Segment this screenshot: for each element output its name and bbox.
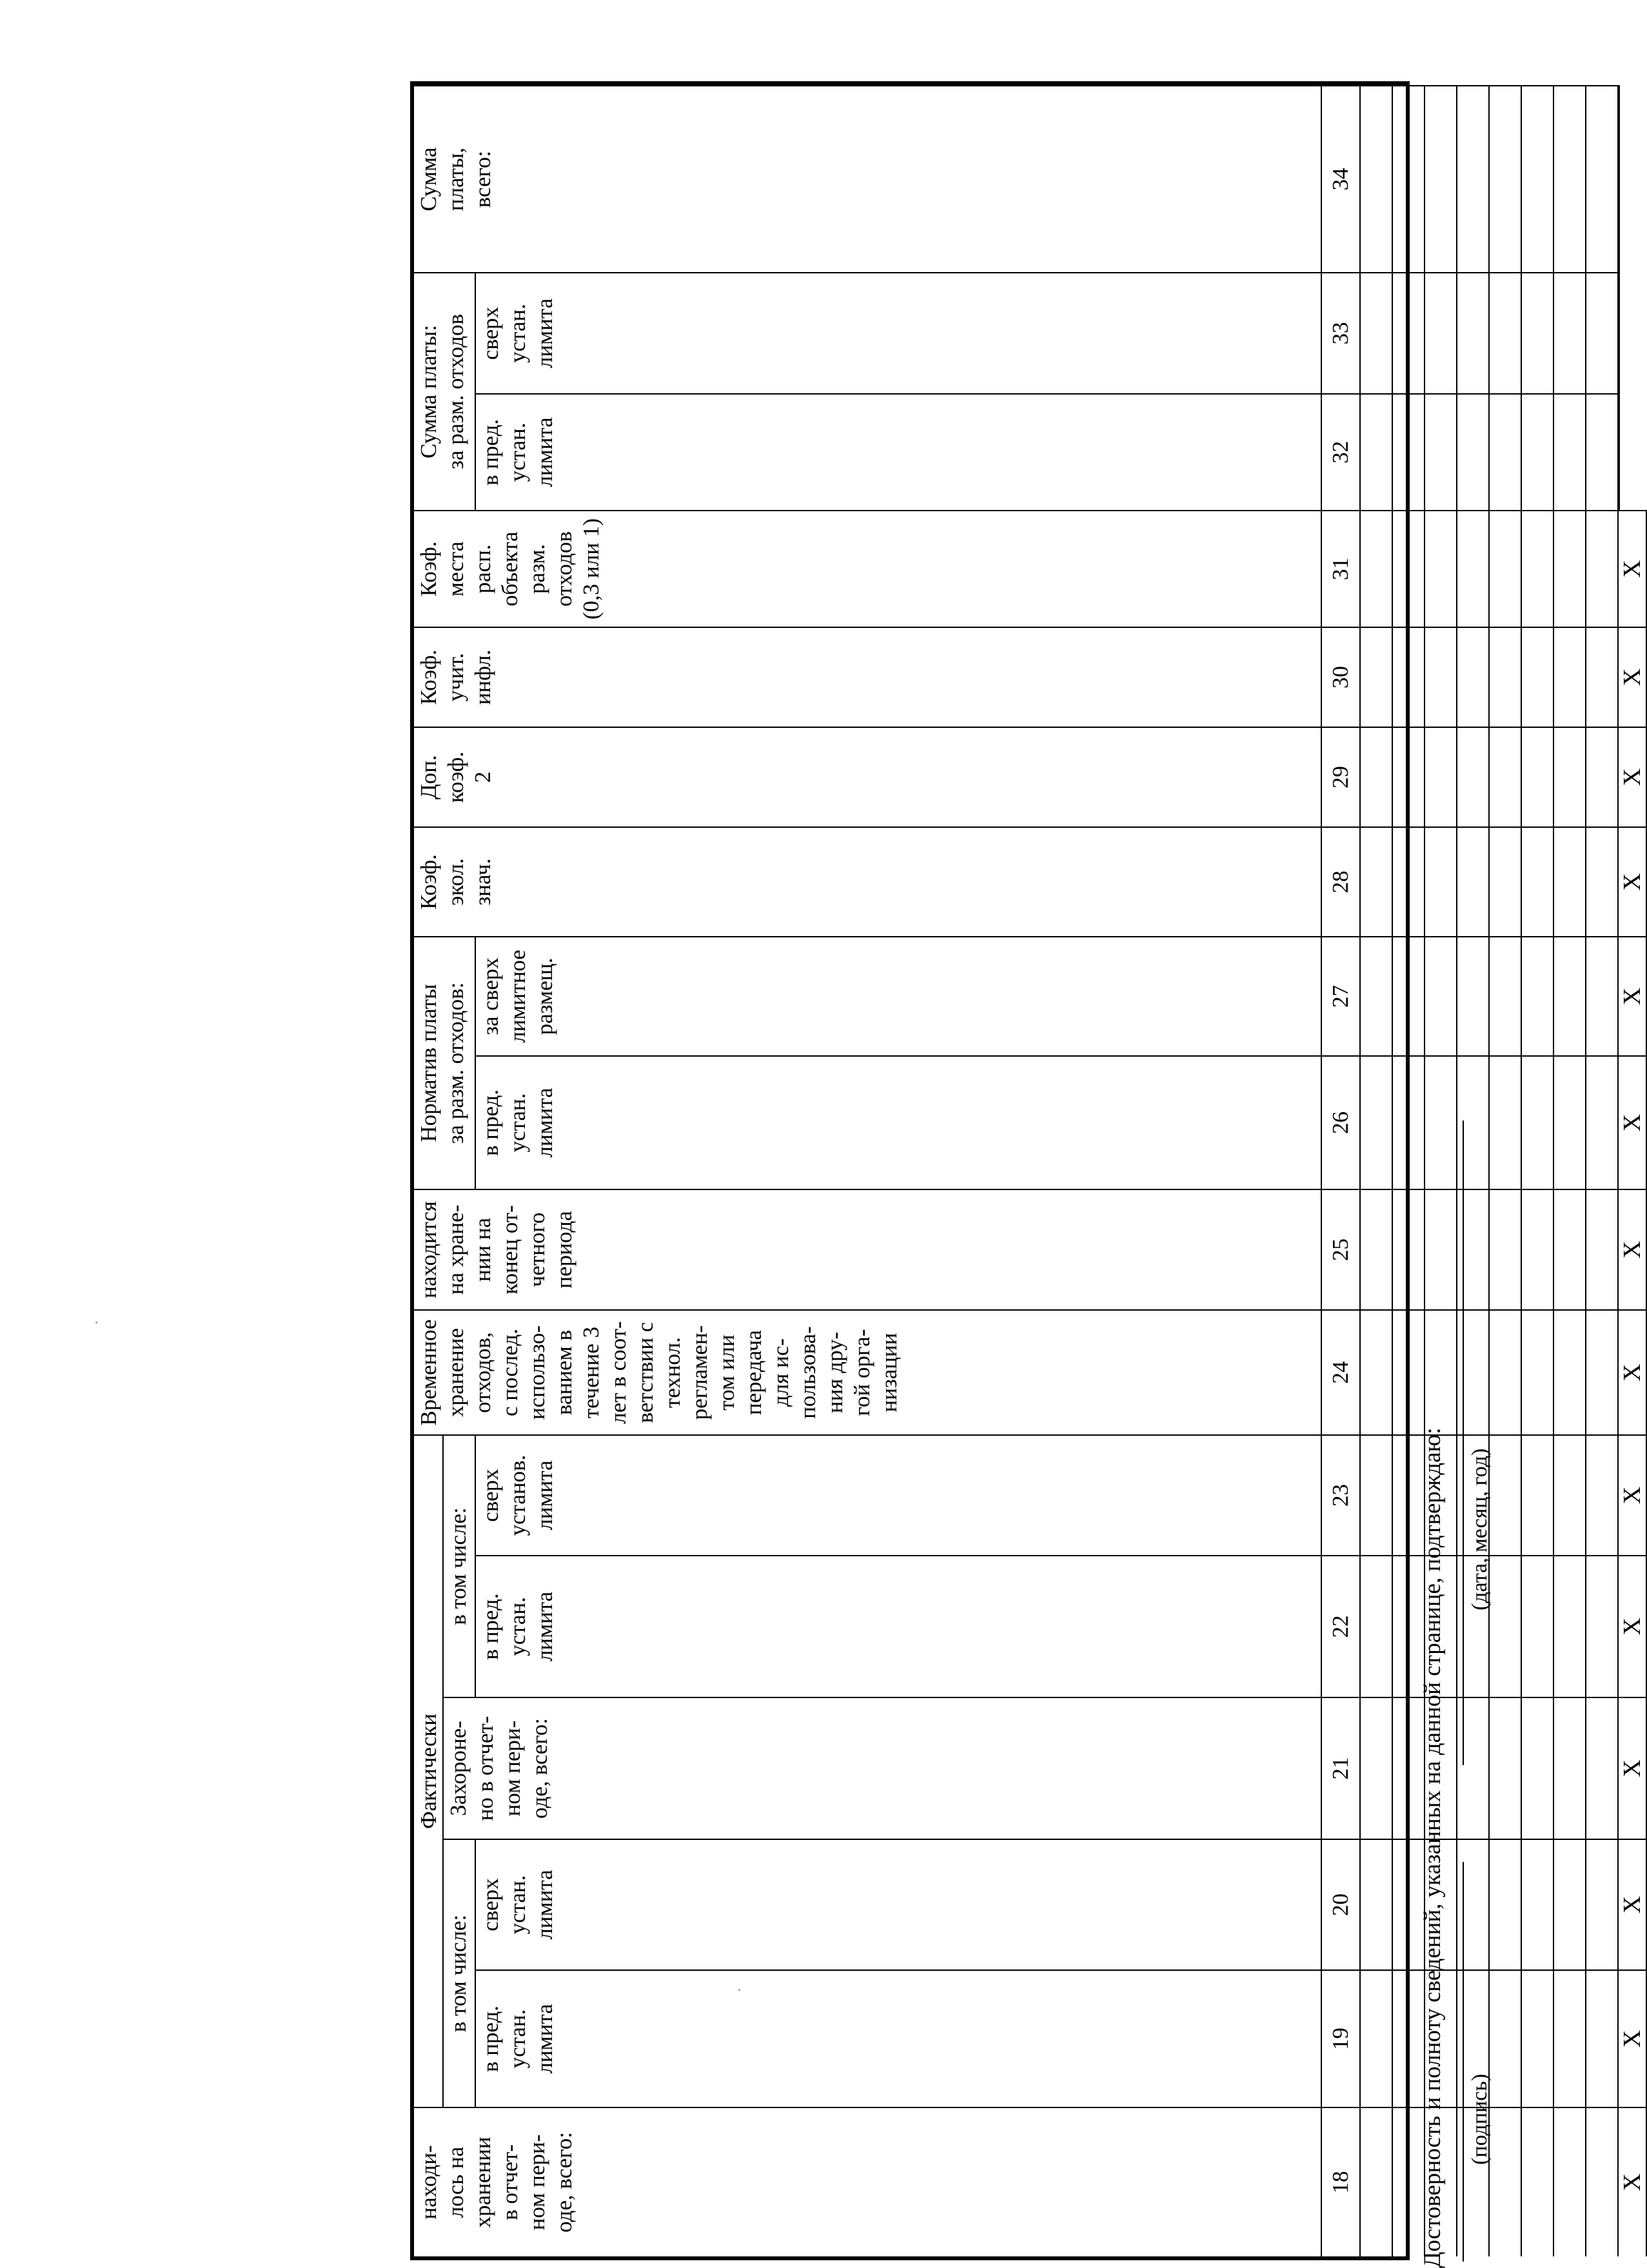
data-cell bbox=[1586, 1555, 1619, 1697]
data-cell bbox=[1586, 2107, 1619, 2256]
header-line: учит. bbox=[443, 652, 468, 702]
data-cell bbox=[1554, 727, 1586, 826]
header-line: размещ. bbox=[532, 957, 557, 1035]
data-cell bbox=[1393, 1055, 1425, 1189]
data-cell bbox=[1490, 1555, 1522, 1697]
header-line: всего: bbox=[470, 150, 495, 208]
x-mark-cell: X bbox=[1619, 1970, 1647, 2107]
header-line: с послед. bbox=[497, 1328, 522, 1417]
x-mark-cell: X bbox=[1619, 510, 1647, 627]
column-number: 24 bbox=[1322, 1309, 1361, 1434]
data-cell bbox=[1522, 1055, 1554, 1189]
column-number: 26 bbox=[1322, 1055, 1361, 1189]
data-cell bbox=[1554, 1189, 1586, 1309]
signature-caption: (подпись) bbox=[1468, 2073, 1492, 2165]
data-cell bbox=[1554, 85, 1586, 272]
data-cell bbox=[1490, 826, 1522, 936]
header-line: в пред. bbox=[478, 1593, 503, 1660]
header-col33 bbox=[476, 272, 1322, 393]
data-cell bbox=[1490, 2107, 1522, 2256]
data-cell bbox=[1457, 826, 1490, 936]
column-number: 31 bbox=[1322, 510, 1361, 627]
data-cell bbox=[1425, 272, 1457, 393]
header-line: лимита bbox=[532, 1591, 557, 1662]
header-line: в пред. bbox=[478, 418, 503, 486]
data-cell bbox=[1425, 85, 1457, 272]
header-line: Коэф. bbox=[416, 649, 441, 705]
data-cell bbox=[1490, 627, 1522, 727]
x-mark-cell: X bbox=[1619, 727, 1647, 826]
header-line: сверх bbox=[478, 1878, 503, 1931]
data-cell bbox=[1522, 1970, 1554, 2107]
header-label: в том числе: bbox=[446, 1507, 471, 1625]
header-line: использо- bbox=[524, 1325, 549, 1420]
data-cell bbox=[1586, 1309, 1619, 1434]
data-cell bbox=[1586, 826, 1619, 936]
header-line: лимита bbox=[532, 298, 557, 369]
data-cell bbox=[1490, 1309, 1522, 1434]
data-cell bbox=[1393, 510, 1425, 627]
header-line: том или bbox=[714, 1334, 739, 1411]
data-cell bbox=[1361, 1555, 1393, 1697]
header-line: Захороне- bbox=[446, 1721, 471, 1816]
data-cell bbox=[1457, 510, 1490, 627]
data-cell bbox=[1425, 826, 1457, 936]
data-cell bbox=[1490, 936, 1522, 1055]
data-cell bbox=[1425, 936, 1457, 1055]
column-number: 21 bbox=[1322, 1697, 1361, 1839]
header-col20 bbox=[476, 1839, 1322, 1970]
header-line: устан. bbox=[505, 1875, 530, 1935]
signature-line bbox=[1463, 1862, 1464, 2262]
header-line: находи- bbox=[416, 2145, 441, 2220]
x-mark-cell: X bbox=[1619, 1055, 1647, 1189]
header-line: разм. bbox=[524, 543, 549, 594]
data-cell bbox=[1393, 936, 1425, 1055]
x-mark-cell bbox=[1619, 393, 1620, 510]
header-line: сверх bbox=[478, 306, 503, 360]
data-cell bbox=[1425, 1055, 1457, 1189]
header-col28 bbox=[414, 826, 1322, 936]
header-line: течение 3 bbox=[578, 1326, 604, 1419]
data-cell bbox=[1490, 1055, 1522, 1189]
header-col25 bbox=[414, 1189, 1322, 1309]
header-line: Сумма платы: bbox=[416, 324, 441, 459]
data-cell bbox=[1554, 1434, 1586, 1555]
data-cell bbox=[1554, 393, 1586, 510]
data-cell bbox=[1522, 727, 1554, 826]
data-cell bbox=[1361, 627, 1393, 727]
data-cell bbox=[1586, 1970, 1619, 2107]
header-label: в том числе: bbox=[446, 1914, 471, 2033]
column-number: 22 bbox=[1322, 1555, 1361, 1697]
data-cell bbox=[1361, 1697, 1393, 1839]
data-cell bbox=[1554, 1970, 1586, 2107]
data-cell bbox=[1393, 727, 1425, 826]
header-line: в пред. bbox=[478, 2005, 503, 2073]
data-cell bbox=[1393, 272, 1425, 393]
data-cell bbox=[1361, 2107, 1393, 2256]
date-line bbox=[1463, 1120, 1464, 1765]
data-cell bbox=[1522, 1434, 1554, 1555]
x-mark-cell: X bbox=[1619, 936, 1647, 1055]
data-cell bbox=[1586, 393, 1619, 510]
header-line: лимита bbox=[532, 2004, 557, 2074]
column-number: 28 bbox=[1322, 826, 1361, 936]
header-line: знач. bbox=[470, 858, 495, 906]
header-col26 bbox=[476, 1055, 1322, 1189]
data-cell bbox=[1586, 272, 1619, 393]
header-line: Норматив платы bbox=[416, 984, 441, 1142]
data-cell bbox=[1457, 936, 1490, 1055]
header-line: лимита bbox=[532, 1460, 557, 1530]
data-cell bbox=[1554, 1839, 1586, 1970]
data-cell bbox=[1586, 1055, 1619, 1189]
header-line: Коэф. bbox=[416, 854, 441, 910]
data-cell bbox=[1361, 85, 1393, 272]
header-label: Фактически bbox=[416, 1713, 441, 1830]
header-line: Доп. bbox=[416, 755, 441, 799]
data-cell bbox=[1586, 1434, 1619, 1555]
header-col24 bbox=[414, 1309, 1322, 1434]
header-line: в отчет- bbox=[497, 2144, 522, 2220]
header-incl-a bbox=[444, 1839, 476, 2107]
data-cell bbox=[1490, 1697, 1522, 1839]
header-norm bbox=[414, 936, 476, 1189]
header-col21 bbox=[444, 1697, 1322, 1839]
header-line: за разм. отходов bbox=[443, 314, 468, 469]
data-cell bbox=[1457, 393, 1490, 510]
data-cell bbox=[1361, 393, 1393, 510]
header-line: в пред. bbox=[478, 1089, 503, 1157]
x-mark-cell: X bbox=[1619, 1309, 1647, 1434]
header-line: платы, bbox=[443, 147, 468, 211]
data-cell bbox=[1457, 627, 1490, 727]
data-cell bbox=[1361, 510, 1393, 627]
date-caption: (дата, месяц, год) bbox=[1468, 1448, 1492, 1610]
header-line: экол. bbox=[443, 858, 468, 906]
data-cell bbox=[1457, 727, 1490, 826]
data-cell bbox=[1554, 826, 1586, 936]
header-line: регламен- bbox=[687, 1325, 712, 1420]
data-cell bbox=[1425, 1309, 1457, 1434]
data-cell bbox=[1490, 393, 1522, 510]
header-line: пользова- bbox=[795, 1326, 820, 1419]
header-line: лось на bbox=[443, 2146, 468, 2218]
column-number: 25 bbox=[1322, 1189, 1361, 1309]
header-line: нии на bbox=[470, 1217, 495, 1282]
x-mark-cell: X bbox=[1619, 2107, 1647, 2256]
header-line: ном пери- bbox=[524, 2134, 549, 2231]
x-mark-cell: X bbox=[1619, 826, 1647, 936]
header-line: расп. bbox=[470, 544, 495, 594]
data-cell bbox=[1425, 1189, 1457, 1309]
header-line: за сверх bbox=[478, 957, 503, 1035]
header-line: периода bbox=[551, 1211, 577, 1289]
x-mark-cell bbox=[1619, 272, 1620, 393]
data-cell bbox=[1522, 1189, 1554, 1309]
header-line: ванием в bbox=[551, 1329, 577, 1416]
x-mark-cell: X bbox=[1619, 1555, 1647, 1697]
column-number: 34 bbox=[1322, 85, 1361, 272]
data-cell bbox=[1554, 2107, 1586, 2256]
data-cell bbox=[1586, 627, 1619, 727]
data-cell bbox=[1490, 727, 1522, 826]
data-cell bbox=[1393, 1309, 1425, 1434]
data-cell bbox=[1490, 1839, 1522, 1970]
x-mark-cell: X bbox=[1619, 1839, 1647, 1970]
x-mark-cell: X bbox=[1619, 627, 1647, 727]
data-cell bbox=[1457, 85, 1490, 272]
scan-speck bbox=[95, 1322, 97, 1324]
scan-speck bbox=[738, 1989, 740, 1991]
header-col23 bbox=[476, 1434, 1322, 1555]
data-cell bbox=[1490, 1189, 1522, 1309]
header-line: устан. bbox=[505, 1597, 530, 1656]
header-line: устан. bbox=[505, 1093, 530, 1153]
data-cell bbox=[1490, 272, 1522, 393]
column-number: 23 bbox=[1322, 1434, 1361, 1555]
header-line: коэф. bbox=[443, 751, 468, 803]
x-mark-cell bbox=[1619, 85, 1620, 272]
data-cell bbox=[1522, 1839, 1554, 1970]
header-line: ния дру- bbox=[822, 1331, 847, 1414]
header-line: за разм. отходов: bbox=[443, 982, 468, 1144]
header-line: для ис- bbox=[768, 1338, 793, 1407]
header-line: лет в соот- bbox=[606, 1321, 631, 1424]
header-line: на хране- bbox=[443, 1204, 468, 1295]
data-cell bbox=[1554, 1697, 1586, 1839]
header-line: передача bbox=[741, 1330, 766, 1415]
data-cell bbox=[1393, 85, 1425, 272]
header-col32 bbox=[476, 393, 1322, 510]
header-line: Коэф. bbox=[416, 541, 441, 597]
header-line: лимита bbox=[532, 1088, 557, 1158]
data-cell bbox=[1522, 393, 1554, 510]
data-cell bbox=[1425, 727, 1457, 826]
data-cell bbox=[1522, 510, 1554, 627]
data-cell bbox=[1554, 510, 1586, 627]
data-cell bbox=[1361, 936, 1393, 1055]
header-col19 bbox=[476, 1970, 1322, 2107]
data-cell bbox=[1522, 826, 1554, 936]
data-cell bbox=[1425, 393, 1457, 510]
header-factically bbox=[414, 1434, 444, 2107]
x-mark-cell: X bbox=[1619, 1189, 1647, 1309]
data-cell bbox=[1361, 272, 1393, 393]
header-line: (0,3 или 1) bbox=[578, 518, 604, 620]
data-cell bbox=[1522, 1309, 1554, 1434]
column-number: 19 bbox=[1322, 1970, 1361, 2107]
data-cell bbox=[1522, 1555, 1554, 1697]
data-cell bbox=[1490, 85, 1522, 272]
data-cell bbox=[1361, 1970, 1393, 2107]
data-cell bbox=[1586, 510, 1619, 627]
header-line: устан. bbox=[505, 304, 530, 363]
data-cell bbox=[1490, 1434, 1522, 1555]
data-cell bbox=[1522, 627, 1554, 727]
header-line: сверх bbox=[478, 1469, 503, 1522]
data-cell bbox=[1361, 1434, 1393, 1555]
data-cell bbox=[1457, 272, 1490, 393]
header-line: Временное bbox=[416, 1319, 441, 1426]
data-cell bbox=[1425, 510, 1457, 627]
data-cell bbox=[1522, 2107, 1554, 2256]
header-line: но в отчет- bbox=[473, 1716, 498, 1821]
column-number: 32 bbox=[1322, 393, 1361, 510]
column-number: 20 bbox=[1322, 1839, 1361, 1970]
header-line: ном пери- bbox=[500, 1720, 525, 1817]
header-line: технол. bbox=[660, 1337, 685, 1408]
header-line: лимита bbox=[532, 417, 557, 487]
header-line: устан. bbox=[505, 422, 530, 482]
data-cell bbox=[1586, 1697, 1619, 1839]
header-line: конец от- bbox=[497, 1205, 522, 1295]
header-line: инфл. bbox=[470, 649, 495, 705]
data-cell bbox=[1586, 1839, 1619, 1970]
header-line: находится bbox=[416, 1201, 441, 1298]
data-cell bbox=[1361, 727, 1393, 826]
data-cell bbox=[1361, 1189, 1393, 1309]
column-number: 29 bbox=[1322, 727, 1361, 826]
header-line: установ. bbox=[505, 1454, 530, 1536]
data-cell bbox=[1554, 1055, 1586, 1189]
data-cell bbox=[1554, 272, 1586, 393]
data-cell bbox=[1393, 627, 1425, 727]
x-mark-cell: X bbox=[1619, 1434, 1647, 1555]
header-line: ветствии с bbox=[633, 1322, 658, 1423]
data-cell bbox=[1554, 1309, 1586, 1434]
header-line: лимитное bbox=[505, 950, 530, 1043]
data-cell bbox=[1361, 1309, 1393, 1434]
header-line: четного bbox=[524, 1212, 549, 1287]
header-line: хранение bbox=[443, 1328, 468, 1417]
data-cell bbox=[1586, 936, 1619, 1055]
header-line: низации bbox=[876, 1333, 902, 1413]
data-cell bbox=[1522, 272, 1554, 393]
header-sum bbox=[414, 272, 476, 510]
data-cell bbox=[1554, 627, 1586, 727]
column-number: 18 bbox=[1322, 2107, 1361, 2256]
data-cell bbox=[1393, 393, 1425, 510]
data-cell bbox=[1586, 727, 1619, 826]
data-cell bbox=[1586, 85, 1619, 272]
header-col29 bbox=[414, 727, 1322, 826]
certification-statement: Достоверность и полноту сведений, указанных на данной странице, подтверждаю: bbox=[1419, 1427, 1446, 2268]
data-cell bbox=[1522, 936, 1554, 1055]
x-mark-cell: X bbox=[1619, 1697, 1647, 1839]
header-line: объекта bbox=[497, 531, 522, 607]
data-cell bbox=[1522, 1697, 1554, 1839]
data-cell bbox=[1490, 1970, 1522, 2107]
header-line: оде, всего: bbox=[551, 2132, 577, 2233]
data-cell bbox=[1425, 627, 1457, 727]
header-col34 bbox=[414, 85, 1322, 272]
header-line: отходов bbox=[551, 531, 577, 607]
header-line: Сумма bbox=[416, 147, 441, 211]
header-line: устан. bbox=[505, 2009, 530, 2069]
header-col22 bbox=[476, 1555, 1322, 1697]
header-incl-b bbox=[444, 1434, 476, 1697]
data-cell bbox=[1361, 826, 1393, 936]
header-col18 bbox=[414, 2107, 1322, 2256]
header-col30 bbox=[414, 627, 1322, 727]
header-line: 2 bbox=[470, 771, 495, 783]
data-cell bbox=[1490, 510, 1522, 627]
column-number: 33 bbox=[1322, 272, 1361, 393]
header-col27 bbox=[476, 936, 1322, 1055]
data-cell bbox=[1554, 1555, 1586, 1697]
header-line: гой орга- bbox=[849, 1329, 874, 1416]
column-number: 27 bbox=[1322, 936, 1361, 1055]
data-cell bbox=[1522, 85, 1554, 272]
header-line: отходов, bbox=[470, 1332, 495, 1413]
header-line: места bbox=[443, 541, 468, 597]
header-line: оде, всего: bbox=[527, 1718, 552, 1819]
data-cell bbox=[1393, 826, 1425, 936]
column-number: 30 bbox=[1322, 627, 1361, 727]
header-col31 bbox=[414, 510, 1322, 627]
data-cell bbox=[1554, 936, 1586, 1055]
header-line: лимита bbox=[532, 1870, 557, 1940]
data-cell bbox=[1361, 1839, 1393, 1970]
header-line: хранении bbox=[470, 2136, 495, 2228]
data-cell bbox=[1586, 1189, 1619, 1309]
data-cell bbox=[1393, 1189, 1425, 1309]
data-cell bbox=[1361, 1055, 1393, 1189]
